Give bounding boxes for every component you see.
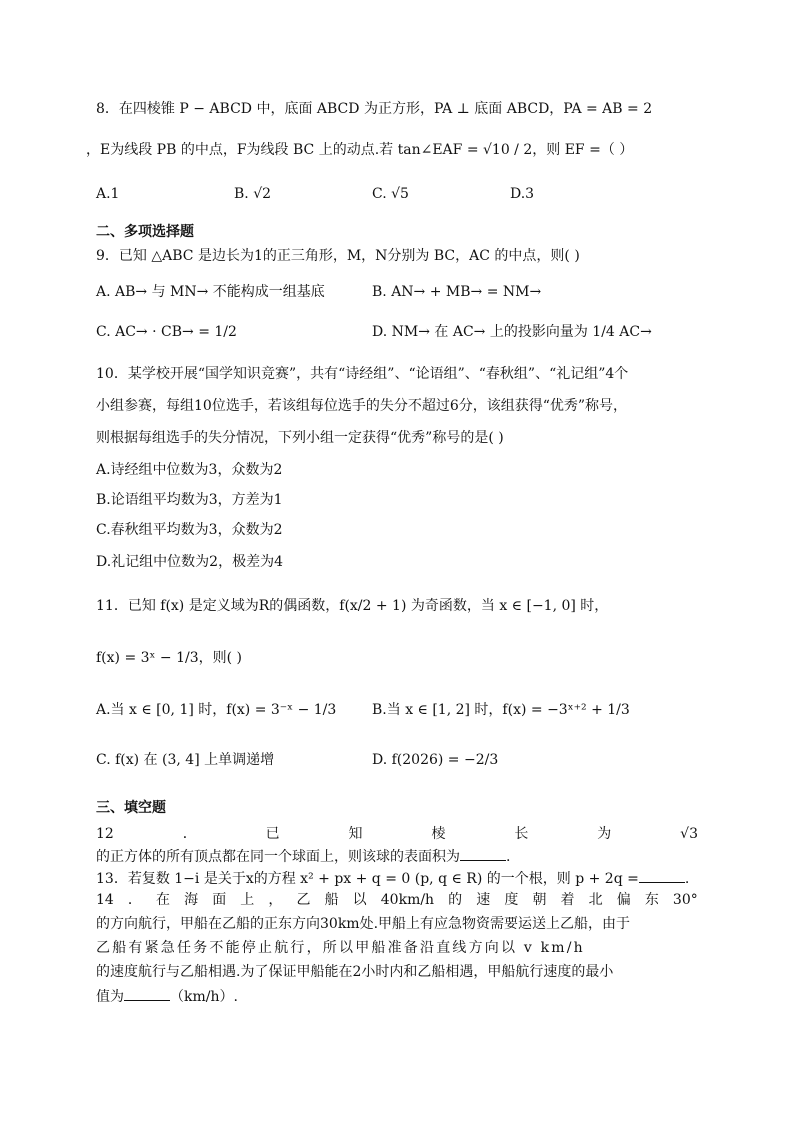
q12-part: 为: [597, 826, 612, 842]
q10-line2: 小组参赛，每组10位选手，若该组每位选手的失分不超过6分，该组获得“优秀”称号，: [96, 398, 628, 414]
q8-option-c: C. √5: [372, 186, 409, 202]
q14-part: 的: [448, 892, 463, 908]
q14-part: 度: [504, 892, 519, 908]
q12-part: 棱: [431, 826, 446, 842]
q13-text: 13．若复数 1−i 是关于x的方程 x² + px + q = 0 (p, q ∈ R) 的一个根，则 p + 2q =: [96, 871, 639, 887]
q14-part: 面: [212, 892, 227, 908]
section-title-multiple-choice: 二、多项选择题: [96, 224, 194, 240]
q14-part: 着: [560, 892, 575, 908]
q12-answer-blank[interactable]: [460, 846, 506, 861]
q14-part: 北: [588, 892, 603, 908]
q11-line2: f(x) = 3ˣ − 1/3，则( ): [96, 650, 243, 666]
q14-line5: [96, 986, 238, 1007]
q9-option-a: A. AB→ 与 MN→ 不能构成一组基底: [96, 284, 325, 300]
q12-part: ．: [182, 826, 197, 842]
q14-part: 速: [476, 892, 491, 908]
q11-option-d: D. f(2026) = −2/3: [372, 752, 499, 768]
q14-text: 值为: [96, 989, 124, 1005]
q11-option-b: B.当 x ∈ [1, 2] 时，f(x) = −3ˣ⁺² + 1/3: [372, 702, 630, 718]
q13-line: [96, 868, 689, 889]
q10-line3: 则根据每组选手的失分情况，下列小组一定获得“优秀”称号的是( ): [96, 430, 504, 446]
q14-unit: （km/h）.: [170, 989, 238, 1005]
q14-part: 上: [240, 892, 255, 908]
q10-option-b: B.论语组平均数为3，方差为1: [96, 492, 283, 508]
q11-option-c: C. f(x) 在 (3, 4] 上单调递增: [96, 752, 275, 768]
q14-answer-blank[interactable]: [124, 986, 170, 1001]
q14-part: 30°: [672, 892, 698, 908]
q14-part: 船: [324, 892, 339, 908]
q12-part: 知: [348, 826, 363, 842]
q9-option-b: B. AN→ + MB→ = NM→: [372, 284, 542, 300]
q8-option-a: A.1: [96, 186, 120, 202]
q8-line2: ，E为线段 PB 的中点，F为线段 BC 上的动点.若 tan∠EAF = √10 / 2，则 EF =（ ）: [86, 142, 634, 158]
q8-option-b: B. √2: [234, 186, 272, 202]
q14-part: 偏: [616, 892, 631, 908]
q8-option-d: D.3: [510, 186, 535, 202]
q12-line2: [96, 846, 510, 867]
q14-part: 以: [352, 892, 367, 908]
q14-part: 朝: [532, 892, 547, 908]
q12-part: 长: [514, 826, 529, 842]
q11-line1: 11．已知 f(x) 是定义域为R的偶函数，f(x/2 + 1) 为奇函数，当 x ∈ [−1, 0] 时，: [96, 598, 609, 614]
q12-period: .: [506, 849, 511, 865]
q9-option-c: C. AC→ · CB→ = 1/2: [96, 324, 237, 340]
q14-part: ，: [268, 892, 283, 908]
q14-part: 乙: [296, 892, 311, 908]
q14-part: 东: [644, 892, 659, 908]
q13-answer-blank[interactable]: [639, 868, 685, 883]
q14-part: 40km/h: [380, 892, 435, 908]
q12-part: 已: [265, 826, 280, 842]
q9-option-d: D. NM→ 在 AC→ 上的投影向量为 1/4 AC→: [372, 324, 652, 340]
q14-part: 在: [156, 892, 171, 908]
q13-period: .: [684, 871, 690, 887]
q14-line4: 的速度航行与乙船相遇.为了保证甲船能在2小时内和乙船相遇，甲船航行速度的最小: [96, 964, 614, 980]
q10-line1: 10．某学校开展“国学知识竞赛”，共有“诗经组”、“论语组”、“春秋组”、“礼记组”4个: [96, 366, 629, 382]
q14-part: ．: [127, 892, 142, 908]
q8-line1: 8．在四棱锥 P − ABCD 中，底面 ABCD 为正方形，PA ⊥ 底面 ABCD，PA = AB = 2: [96, 101, 653, 117]
q14-part: 14: [96, 892, 114, 908]
q10-option-c: C.春秋组平均数为3，众数为2: [96, 522, 283, 538]
q10-option-a: A.诗经组中位数为3，众数为2: [96, 462, 283, 478]
q9-stem: 9．已知 △ABC 是边长为1的正三角形，M，N分别为 BC，AC 的中点，则( ): [96, 248, 580, 264]
q12-line1: [96, 824, 698, 844]
q12-part: √3: [680, 826, 698, 842]
q14-line2: 的方向航行，甲船在乙船的正东方向30km处.甲船上有应急物资需要运送上乙船，由于: [96, 916, 631, 932]
q10-option-d: D.礼记组中位数为2，极差为4: [96, 554, 283, 570]
section-title-fill-in: 三、填空题: [96, 800, 166, 816]
q14-line1: [96, 890, 698, 910]
q14-part: 海: [184, 892, 199, 908]
q11-option-a: A.当 x ∈ [0, 1] 时，f(x) = 3⁻ˣ − 1/3: [96, 702, 337, 718]
q12-part: 12: [96, 826, 114, 842]
q12-text: 的正方体的所有顶点都在同一个球面上，则该球的表面积为: [96, 849, 460, 865]
q14-line3: 乙船有紧急任务不能停止航行，所以甲船准备沿直线方向以 v km/h: [96, 940, 585, 956]
